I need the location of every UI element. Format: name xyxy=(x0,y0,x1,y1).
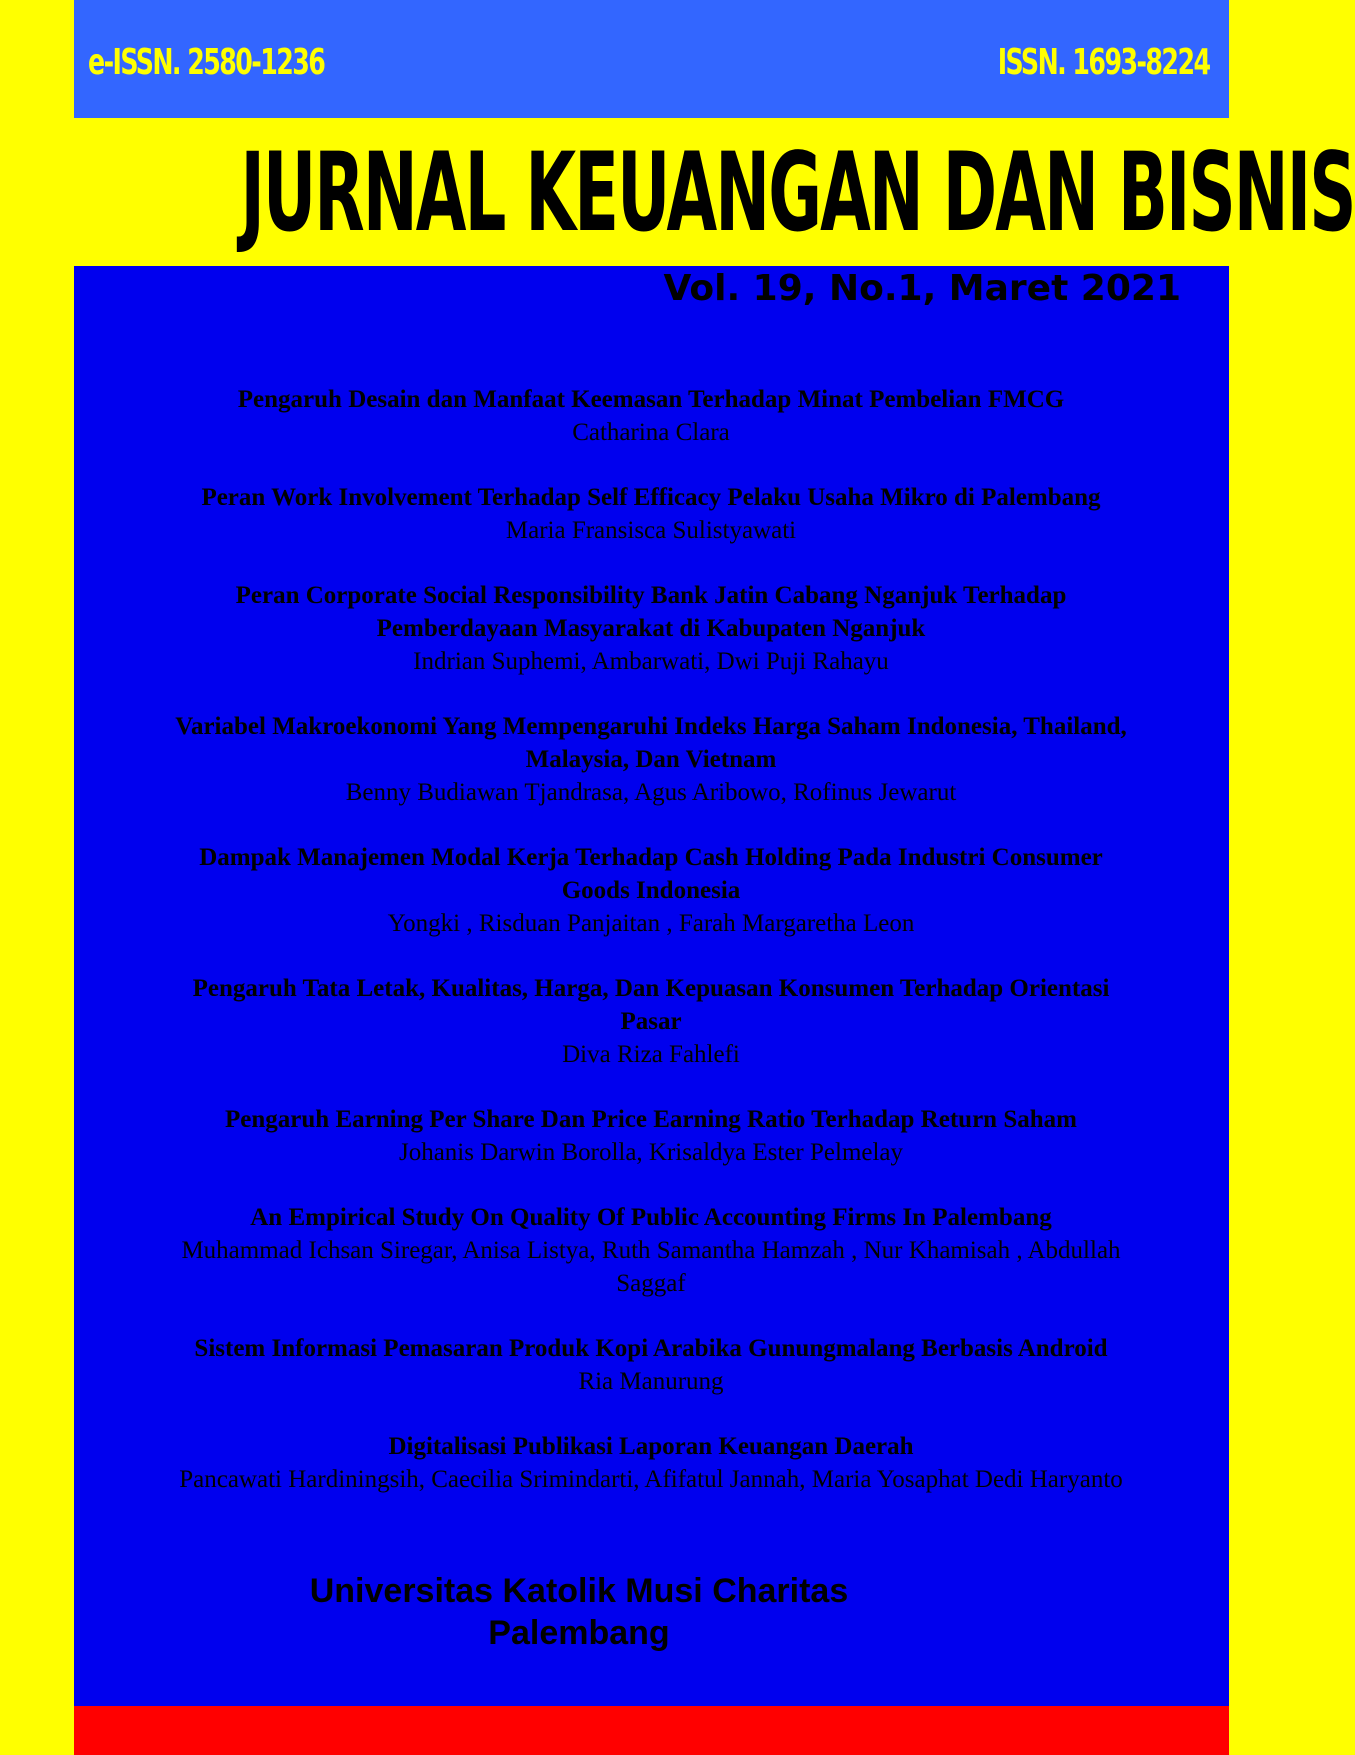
article-title: Peran Corporate Social Responsibility Bank Jatin Cabang Nganjuk Terhadap xyxy=(235,582,1067,609)
article-title: Pemberdayaan Masyarakat di Kabupaten Nganjuk xyxy=(376,615,926,642)
article-authors: Benny Budiawan Tjandrasa, Agus Aribowo, Rofinus Jewarut xyxy=(345,779,957,806)
article-title: Dampak Manajemen Modal Kerja Terhadap Cash Holding Pada Industri Consumer xyxy=(199,844,1103,871)
article-authors: Indrian Suphemi, Ambarwati, Dwi Puji Rahayu xyxy=(413,648,889,675)
article-entry xyxy=(86,1103,1216,1169)
e-issn-label: e-ISSN. 2580-1236 xyxy=(88,42,325,83)
volume-label: Vol. 19, No.1, Maret 2021 xyxy=(663,268,1181,309)
article-authors: Ria Manurung xyxy=(578,1368,724,1395)
journal-title: JURNAL KEUANGAN DAN BISNIS xyxy=(240,127,1355,257)
university-name: Universitas Katolik Musi Charitas xyxy=(309,1572,849,1610)
article-entry xyxy=(86,481,1216,547)
publisher-block xyxy=(74,1570,1084,1654)
article-title: Pengaruh Desain dan Manfaat Keemasan Terhadap Minat Pembelian FMCG xyxy=(237,386,1065,413)
article-title: Sistem Informasi Pemasaran Produk Kopi Arabika Gunungmalang Berbasis Android xyxy=(194,1335,1108,1362)
university-city: Palembang xyxy=(488,1614,670,1652)
article-authors: Johanis Darwin Borolla, Krisaldya Ester Pelmelay xyxy=(398,1139,904,1166)
article-title: Pengaruh Tata Letak, Kualitas, Harga, Dan Kepuasan Konsumen Terhadap Orientasi xyxy=(192,975,1110,1002)
article-authors: Pancawati Hardiningsih, Caecilia Srimindarti, Afifatul Jannah, Maria Yosaphat Dedi Haryanto xyxy=(179,1466,1123,1493)
article-title: Pasar xyxy=(620,1008,682,1035)
article-title: Malaysia, Dan Vietnam xyxy=(525,746,777,773)
article-title: An Empirical Study On Quality Of Public Accounting Firms In Palembang xyxy=(250,1204,1052,1231)
article-title: Variabel Makroekonomi Yang Mempengaruhi Indeks Harga Saham Indonesia, Thailand, xyxy=(175,713,1127,740)
article-title: Goods Indonesia xyxy=(561,877,741,904)
article-title: Digitalisasi Publikasi Laporan Keuangan Daerah xyxy=(388,1433,914,1460)
footer-bar xyxy=(74,1706,1229,1755)
article-authors: Catharina Clara xyxy=(572,419,730,446)
header-bar xyxy=(74,0,1229,118)
article-title: Pengaruh Earning Per Share Dan Price Earning Ratio Terhadap Return Saham xyxy=(225,1106,1077,1133)
article-entry xyxy=(86,579,1216,678)
article-entry xyxy=(86,1430,1216,1496)
article-entry xyxy=(86,972,1216,1071)
article-entry xyxy=(86,841,1216,940)
issn-label: ISSN. 1693-8224 xyxy=(997,42,1209,83)
article-authors: Yongki , Risduan Panjaitan , Farah Margaretha Leon xyxy=(387,910,915,937)
article-title: Peran Work Involvement Terhadap Self Efficacy Pelaku Usaha Mikro di Palembang xyxy=(201,484,1101,511)
article-authors: Muhammad Ichsan Siregar, Anisa Listya, Ruth Samantha Hamzah , Nur Khamisah , Abdullah xyxy=(181,1237,1121,1264)
article-entry xyxy=(86,710,1216,809)
article-entry xyxy=(86,1332,1216,1398)
article-entry xyxy=(86,383,1216,449)
article-list xyxy=(86,383,1216,1528)
article-entry xyxy=(86,1201,1216,1300)
article-authors: Diva Riza Fahlefi xyxy=(562,1041,740,1068)
article-authors: Maria Fransisca Sulistyawati xyxy=(505,517,797,544)
article-authors: Saggaf xyxy=(616,1270,686,1297)
